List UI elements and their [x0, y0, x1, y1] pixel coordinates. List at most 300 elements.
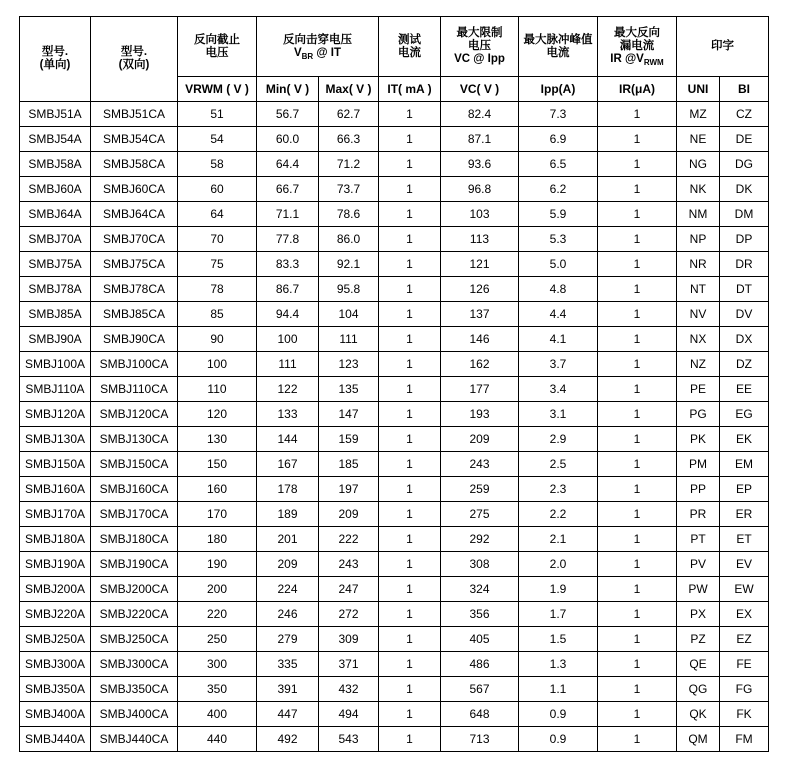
- cell-vbr-min: 209: [257, 552, 319, 577]
- cell-model-uni: SMBJ64A: [20, 202, 91, 227]
- table-row: [20, 677, 769, 702]
- cell-model-uni: SMBJ350A: [20, 677, 91, 702]
- cell-ir: 1: [598, 127, 677, 152]
- cell-mark-uni: NX: [677, 327, 720, 352]
- header-row-primary: [20, 17, 769, 77]
- cell-vbr-min: 178: [257, 477, 319, 502]
- table-row: [20, 527, 769, 552]
- cell-mark-uni: QE: [677, 652, 720, 677]
- cell-vrwm: 51: [178, 102, 257, 127]
- cell-mark-uni: NE: [677, 127, 720, 152]
- header-breakdown: [257, 17, 379, 77]
- cell-vrwm: 78: [178, 277, 257, 302]
- cell-model-bi: SMBJ110CA: [91, 377, 178, 402]
- cell-vbr-min: 56.7: [257, 102, 319, 127]
- cell-it: 1: [379, 427, 441, 452]
- cell-vbr-max: 147: [319, 402, 379, 427]
- cell-ipp: 4.1: [519, 327, 598, 352]
- cell-model-uni: SMBJ220A: [20, 602, 91, 627]
- cell-it: 1: [379, 377, 441, 402]
- cell-mark-bi: ER: [720, 502, 769, 527]
- cell-model-uni: SMBJ58A: [20, 152, 91, 177]
- cell-model-bi: SMBJ78CA: [91, 277, 178, 302]
- cell-vrwm: 300: [178, 652, 257, 677]
- cell-vrwm: 220: [178, 602, 257, 627]
- cell-mark-uni: QM: [677, 727, 720, 752]
- cell-model-bi: SMBJ190CA: [91, 552, 178, 577]
- cell-it: 1: [379, 727, 441, 752]
- header-leakage-cond-sub: RWM: [643, 58, 664, 67]
- cell-ipp: 2.0: [519, 552, 598, 577]
- cell-ir: 1: [598, 727, 677, 752]
- cell-vc: 126: [441, 277, 519, 302]
- cell-model-bi: SMBJ54CA: [91, 127, 178, 152]
- cell-model-uni: SMBJ160A: [20, 477, 91, 502]
- cell-it: 1: [379, 327, 441, 352]
- cell-mark-uni: NG: [677, 152, 720, 177]
- cell-model-bi: SMBJ51CA: [91, 102, 178, 127]
- cell-vbr-min: 391: [257, 677, 319, 702]
- cell-vbr-max: 222: [319, 527, 379, 552]
- cell-vc: 177: [441, 377, 519, 402]
- cell-mark-uni: QK: [677, 702, 720, 727]
- cell-ipp: 6.2: [519, 177, 598, 202]
- cell-vrwm: 180: [178, 527, 257, 552]
- cell-mark-bi: DK: [720, 177, 769, 202]
- header-peak-pulse: [519, 17, 598, 77]
- cell-vbr-min: 447: [257, 702, 319, 727]
- header-test-current-line1: 测试: [398, 33, 421, 46]
- cell-vbr-min: 77.8: [257, 227, 319, 252]
- table-row: [20, 727, 769, 752]
- table-row: [20, 377, 769, 402]
- cell-vrwm: 350: [178, 677, 257, 702]
- cell-vbr-max: 73.7: [319, 177, 379, 202]
- table-row: [20, 302, 769, 327]
- table-row: [20, 202, 769, 227]
- cell-ir: 1: [598, 352, 677, 377]
- cell-ir: 1: [598, 402, 677, 427]
- cell-vc: 103: [441, 202, 519, 227]
- cell-ipp: 1.1: [519, 677, 598, 702]
- cell-vc: 713: [441, 727, 519, 752]
- cell-vbr-min: 224: [257, 577, 319, 602]
- cell-mark-uni: NT: [677, 277, 720, 302]
- cell-vbr-max: 92.1: [319, 252, 379, 277]
- cell-ipp: 0.9: [519, 727, 598, 752]
- cell-it: 1: [379, 352, 441, 377]
- cell-model-uni: SMBJ190A: [20, 552, 91, 577]
- table-row: [20, 102, 769, 127]
- cell-model-bi: SMBJ350CA: [91, 677, 178, 702]
- cell-vrwm: 440: [178, 727, 257, 752]
- header-standoff-unit: VRWM ( V ): [178, 77, 257, 102]
- cell-it: 1: [379, 277, 441, 302]
- cell-it: 1: [379, 452, 441, 477]
- cell-model-bi: SMBJ180CA: [91, 527, 178, 552]
- cell-model-uni: SMBJ180A: [20, 527, 91, 552]
- cell-ir: 1: [598, 477, 677, 502]
- cell-mark-bi: EG: [720, 402, 769, 427]
- cell-vrwm: 54: [178, 127, 257, 152]
- cell-mark-uni: PE: [677, 377, 720, 402]
- header-model-bi-line2: (双向): [118, 59, 150, 71]
- header-breakdown-line1: 反向击穿电压: [283, 33, 352, 46]
- cell-vc: 96.8: [441, 177, 519, 202]
- cell-it: 1: [379, 527, 441, 552]
- cell-ipp: 6.5: [519, 152, 598, 177]
- cell-it: 1: [379, 177, 441, 202]
- cell-vrwm: 120: [178, 402, 257, 427]
- cell-vc: 121: [441, 252, 519, 277]
- cell-vbr-max: 247: [319, 577, 379, 602]
- cell-vbr-max: 494: [319, 702, 379, 727]
- cell-vbr-min: 246: [257, 602, 319, 627]
- cell-mark-uni: PZ: [677, 627, 720, 652]
- cell-it: 1: [379, 102, 441, 127]
- header-marking: 印字: [677, 17, 769, 77]
- cell-vc: 82.4: [441, 102, 519, 127]
- table-row: [20, 427, 769, 452]
- cell-vrwm: 170: [178, 502, 257, 527]
- cell-mark-bi: EX: [720, 602, 769, 627]
- cell-vc: 162: [441, 352, 519, 377]
- cell-vrwm: 60: [178, 177, 257, 202]
- table-row: [20, 702, 769, 727]
- cell-vbr-max: 104: [319, 302, 379, 327]
- cell-mark-bi: DZ: [720, 352, 769, 377]
- cell-ir: 1: [598, 327, 677, 352]
- cell-mark-bi: FG: [720, 677, 769, 702]
- header-leakage-line2: 漏电流: [619, 40, 655, 52]
- cell-model-uni: SMBJ85A: [20, 302, 91, 327]
- cell-vbr-min: 94.4: [257, 302, 319, 327]
- cell-ipp: 7.3: [519, 102, 598, 127]
- cell-model-uni: SMBJ150A: [20, 452, 91, 477]
- header-standoff-line2: 电压: [205, 46, 229, 59]
- header-model-bi: [91, 17, 178, 102]
- cell-model-uni: SMBJ250A: [20, 627, 91, 652]
- table-row: [20, 177, 769, 202]
- cell-ipp: 1.9: [519, 577, 598, 602]
- cell-mark-bi: DV: [720, 302, 769, 327]
- cell-model-uni: SMBJ170A: [20, 502, 91, 527]
- cell-mark-uni: PV: [677, 552, 720, 577]
- cell-model-bi: SMBJ440CA: [91, 727, 178, 752]
- cell-mark-uni: NK: [677, 177, 720, 202]
- cell-vbr-min: 279: [257, 627, 319, 652]
- cell-vrwm: 250: [178, 627, 257, 652]
- cell-ir: 1: [598, 152, 677, 177]
- cell-it: 1: [379, 202, 441, 227]
- cell-it: 1: [379, 127, 441, 152]
- header-clamping-line1: 最大限制: [456, 27, 503, 39]
- cell-mark-uni: PM: [677, 452, 720, 477]
- cell-ir: 1: [598, 252, 677, 277]
- cell-model-bi: SMBJ200CA: [91, 577, 178, 602]
- cell-vbr-max: 78.6: [319, 202, 379, 227]
- cell-mark-uni: PT: [677, 527, 720, 552]
- cell-model-bi: SMBJ85CA: [91, 302, 178, 327]
- header-clamping-unit: VC( V ): [441, 77, 519, 102]
- cell-ipp: 3.4: [519, 377, 598, 402]
- cell-vbr-min: 66.7: [257, 177, 319, 202]
- table-row: [20, 327, 769, 352]
- cell-vbr-min: 144: [257, 427, 319, 452]
- cell-mark-bi: EV: [720, 552, 769, 577]
- header-breakdown-min: Min( V ): [257, 77, 319, 102]
- cell-vbr-max: 185: [319, 452, 379, 477]
- cell-vbr-min: 86.7: [257, 277, 319, 302]
- cell-vbr-min: 189: [257, 502, 319, 527]
- table-row: [20, 402, 769, 427]
- cell-it: 1: [379, 502, 441, 527]
- cell-mark-bi: DE: [720, 127, 769, 152]
- cell-it: 1: [379, 252, 441, 277]
- table-row: [20, 152, 769, 177]
- cell-vc: 405: [441, 627, 519, 652]
- cell-it: 1: [379, 552, 441, 577]
- cell-ipp: 4.4: [519, 302, 598, 327]
- header-clamping-line2: 电压: [468, 40, 491, 52]
- cell-vc: 113: [441, 227, 519, 252]
- cell-vbr-min: 111: [257, 352, 319, 377]
- cell-vrwm: 200: [178, 577, 257, 602]
- cell-mark-bi: FM: [720, 727, 769, 752]
- cell-vbr-max: 66.3: [319, 127, 379, 152]
- cell-vbr-min: 492: [257, 727, 319, 752]
- cell-vbr-max: 159: [319, 427, 379, 452]
- cell-it: 1: [379, 627, 441, 652]
- cell-vbr-max: 86.0: [319, 227, 379, 252]
- header-standoff: [178, 17, 257, 77]
- cell-vrwm: 58: [178, 152, 257, 177]
- cell-mark-bi: DX: [720, 327, 769, 352]
- cell-mark-uni: QG: [677, 677, 720, 702]
- cell-ir: 1: [598, 177, 677, 202]
- cell-vc: 275: [441, 502, 519, 527]
- table-row: [20, 127, 769, 152]
- header-leakage-unit: IR(μA): [598, 77, 677, 102]
- cell-model-uni: SMBJ300A: [20, 652, 91, 677]
- cell-vc: 308: [441, 552, 519, 577]
- cell-mark-bi: CZ: [720, 102, 769, 127]
- cell-ir: 1: [598, 277, 677, 302]
- cell-vrwm: 160: [178, 477, 257, 502]
- header-leakage-condition: [598, 53, 676, 66]
- cell-it: 1: [379, 652, 441, 677]
- cell-model-bi: SMBJ160CA: [91, 477, 178, 502]
- cell-vbr-max: 309: [319, 627, 379, 652]
- cell-vbr-min: 71.1: [257, 202, 319, 227]
- cell-vc: 193: [441, 402, 519, 427]
- cell-ipp: 1.3: [519, 652, 598, 677]
- cell-vrwm: 85: [178, 302, 257, 327]
- cell-vc: 146: [441, 327, 519, 352]
- cell-model-uni: SMBJ100A: [20, 352, 91, 377]
- cell-mark-uni: NP: [677, 227, 720, 252]
- cell-ir: 1: [598, 202, 677, 227]
- cell-model-bi: SMBJ220CA: [91, 602, 178, 627]
- cell-ir: 1: [598, 652, 677, 677]
- header-peak-pulse-line1: 最大脉冲峰值: [523, 33, 593, 46]
- cell-ir: 1: [598, 577, 677, 602]
- cell-ipp: 1.7: [519, 602, 598, 627]
- cell-model-uni: SMBJ110A: [20, 377, 91, 402]
- cell-vc: 243: [441, 452, 519, 477]
- cell-ipp: 5.0: [519, 252, 598, 277]
- cell-model-uni: SMBJ130A: [20, 427, 91, 452]
- cell-model-uni: SMBJ78A: [20, 277, 91, 302]
- cell-mark-uni: PW: [677, 577, 720, 602]
- header-leakage-line1: 最大反向: [614, 27, 660, 39]
- cell-ipp: 2.3: [519, 477, 598, 502]
- header-model-uni-line2: (单向): [39, 59, 71, 71]
- cell-vrwm: 400: [178, 702, 257, 727]
- cell-vrwm: 110: [178, 377, 257, 402]
- cell-ipp: 5.3: [519, 227, 598, 252]
- cell-vc: 648: [441, 702, 519, 727]
- cell-vc: 292: [441, 527, 519, 552]
- cell-ir: 1: [598, 502, 677, 527]
- cell-vbr-min: 64.4: [257, 152, 319, 177]
- cell-ir: 1: [598, 677, 677, 702]
- cell-mark-bi: DP: [720, 227, 769, 252]
- cell-model-bi: SMBJ100CA: [91, 352, 178, 377]
- cell-mark-bi: DG: [720, 152, 769, 177]
- cell-model-uni: SMBJ400A: [20, 702, 91, 727]
- header-model-uni-line1: 型号.: [41, 46, 69, 58]
- cell-mark-bi: EM: [720, 452, 769, 477]
- cell-ir: 1: [598, 452, 677, 477]
- table-row: [20, 452, 769, 477]
- header-peak-pulse-line2: 电流: [546, 46, 570, 59]
- cell-vbr-max: 62.7: [319, 102, 379, 127]
- table-row: [20, 502, 769, 527]
- header-clamping: [441, 17, 519, 77]
- cell-vrwm: 150: [178, 452, 257, 477]
- cell-vrwm: 64: [178, 202, 257, 227]
- cell-model-uni: SMBJ90A: [20, 327, 91, 352]
- cell-model-uni: SMBJ60A: [20, 177, 91, 202]
- cell-mark-uni: PG: [677, 402, 720, 427]
- header-marking-bi: BI: [720, 77, 769, 102]
- cell-mark-uni: NR: [677, 252, 720, 277]
- cell-vbr-min: 335: [257, 652, 319, 677]
- cell-vbr-max: 71.2: [319, 152, 379, 177]
- cell-model-bi: SMBJ300CA: [91, 652, 178, 677]
- cell-mark-bi: FE: [720, 652, 769, 677]
- cell-vbr-min: 60.0: [257, 127, 319, 152]
- cell-model-bi: SMBJ64CA: [91, 202, 178, 227]
- cell-it: 1: [379, 302, 441, 327]
- cell-vbr-min: 100: [257, 327, 319, 352]
- cell-vrwm: 70: [178, 227, 257, 252]
- cell-mark-bi: FK: [720, 702, 769, 727]
- cell-ipp: 5.9: [519, 202, 598, 227]
- cell-it: 1: [379, 477, 441, 502]
- header-peak-pulse-unit: Ipp(A): [519, 77, 598, 102]
- header-model-bi-line1: 型号.: [120, 46, 148, 58]
- table-row: [20, 252, 769, 277]
- cell-vbr-max: 371: [319, 652, 379, 677]
- cell-vc: 209: [441, 427, 519, 452]
- cell-vrwm: 75: [178, 252, 257, 277]
- cell-vrwm: 90: [178, 327, 257, 352]
- cell-model-bi: SMBJ120CA: [91, 402, 178, 427]
- header-test-current: [379, 17, 441, 77]
- cell-ipp: 1.5: [519, 627, 598, 652]
- cell-mark-bi: EW: [720, 577, 769, 602]
- cell-mark-bi: DR: [720, 252, 769, 277]
- cell-model-bi: SMBJ60CA: [91, 177, 178, 202]
- header-standoff-line1: 反向截止: [194, 33, 240, 46]
- cell-ir: 1: [598, 102, 677, 127]
- cell-vbr-max: 543: [319, 727, 379, 752]
- cell-model-uni: SMBJ51A: [20, 102, 91, 127]
- cell-vbr-min: 201: [257, 527, 319, 552]
- cell-mark-bi: EK: [720, 427, 769, 452]
- table-row: [20, 477, 769, 502]
- cell-vc: 87.1: [441, 127, 519, 152]
- cell-model-bi: SMBJ75CA: [91, 252, 178, 277]
- cell-vc: 356: [441, 602, 519, 627]
- spec-table: [19, 16, 769, 752]
- cell-vc: 324: [441, 577, 519, 602]
- cell-it: 1: [379, 227, 441, 252]
- table-row: [20, 552, 769, 577]
- cell-ipp: 4.8: [519, 277, 598, 302]
- cell-mark-bi: EZ: [720, 627, 769, 652]
- header-clamping-line3: VC @ Ipp: [454, 53, 505, 65]
- cell-ir: 1: [598, 427, 677, 452]
- cell-vc: 486: [441, 652, 519, 677]
- cell-vbr-max: 197: [319, 477, 379, 502]
- cell-vbr-max: 272: [319, 602, 379, 627]
- cell-ipp: 3.7: [519, 352, 598, 377]
- cell-ir: 1: [598, 602, 677, 627]
- header-breakdown-max: Max( V ): [319, 77, 379, 102]
- header-breakdown-cond-sub: BR: [301, 51, 314, 61]
- cell-ir: 1: [598, 377, 677, 402]
- cell-mark-bi: EP: [720, 477, 769, 502]
- cell-vbr-max: 95.8: [319, 277, 379, 302]
- cell-ipp: 2.9: [519, 427, 598, 452]
- cell-ir: 1: [598, 627, 677, 652]
- header-breakdown-cond-rest: @ IT: [313, 46, 342, 59]
- cell-mark-uni: NM: [677, 202, 720, 227]
- table-row: [20, 602, 769, 627]
- cell-vbr-max: 243: [319, 552, 379, 577]
- cell-ipp: 2.1: [519, 527, 598, 552]
- table-body: [20, 102, 769, 752]
- table-row: [20, 352, 769, 377]
- cell-vbr-max: 123: [319, 352, 379, 377]
- table-row: [20, 652, 769, 677]
- cell-vbr-max: 209: [319, 502, 379, 527]
- cell-ipp: 6.9: [519, 127, 598, 152]
- cell-model-uni: SMBJ70A: [20, 227, 91, 252]
- header-test-current-line2: 电流: [398, 46, 421, 59]
- cell-ir: 1: [598, 527, 677, 552]
- cell-it: 1: [379, 702, 441, 727]
- cell-model-uni: SMBJ54A: [20, 127, 91, 152]
- cell-vbr-min: 83.3: [257, 252, 319, 277]
- cell-mark-uni: PR: [677, 502, 720, 527]
- cell-vbr-min: 122: [257, 377, 319, 402]
- header-marking-uni: UNI: [677, 77, 720, 102]
- cell-model-bi: SMBJ400CA: [91, 702, 178, 727]
